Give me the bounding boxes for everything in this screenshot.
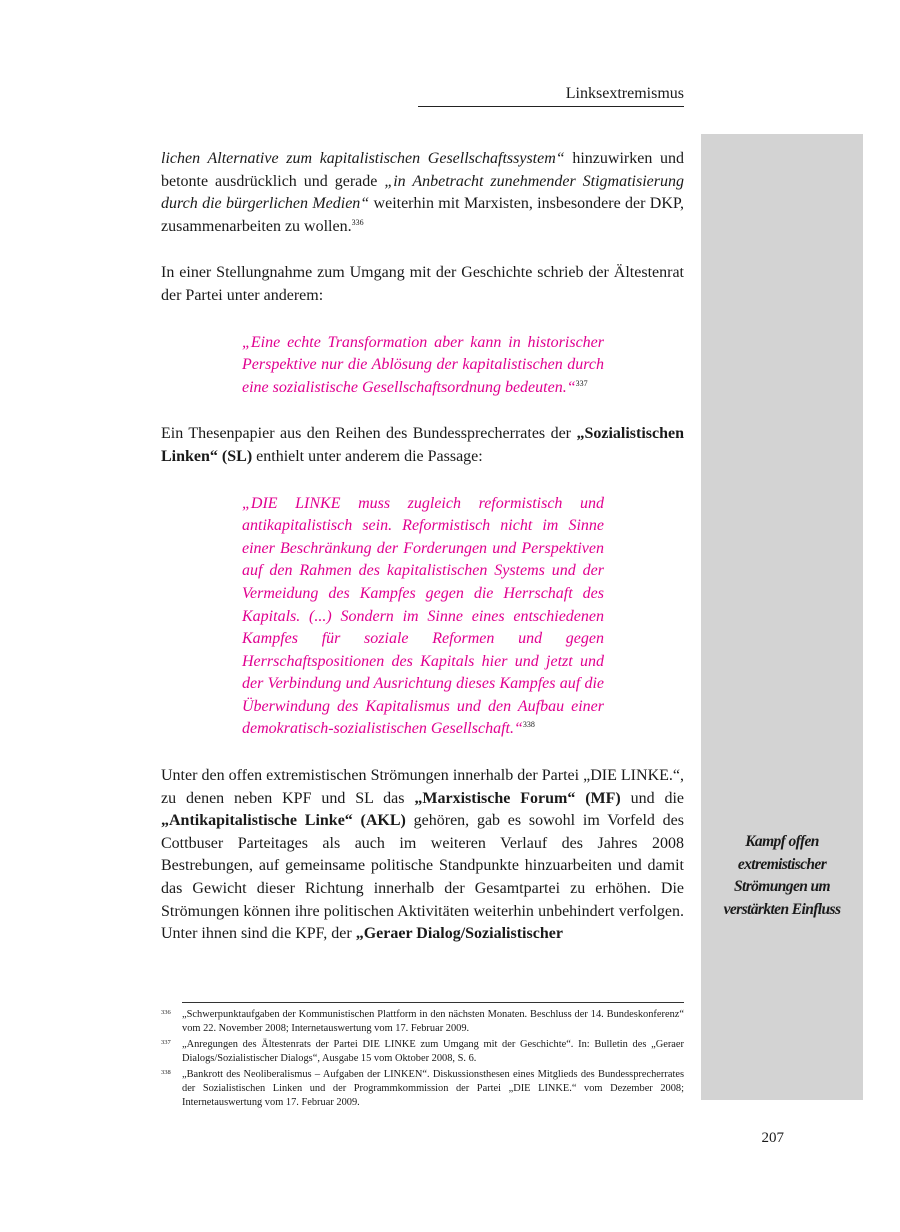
paragraph-4-term-mf: „Marxistische Forum“ (MF) [414,789,621,807]
footnote-number: 338 [161,1069,171,1076]
footnote-rule [182,1002,684,1003]
paragraph-3-term-sl: „Sozialistischen Linken“ (SL) [161,425,684,465]
paragraph-4-text-c: gehören, gab es sowohl im Vorfeld des Cottbuser Parteitages als auch im weiteren Verlauf des Jahres 2008 Bestrebungen, auf gemeinsame politische Standpunkte hinzuarbeiten und damit das Gewicht dieser Richtung innerhalb der Gesamtpartei zu erhöhen. Die Strömungen können ihre politischen Aktivitäten weiterhin unbehindert verfolgen. Unter ihnen sind die KPF, der [161,812,685,943]
paragraph-4 [161,765,684,946]
footnote-336 [161,1008,684,1036]
paragraph-4-text-a: Unter den offen extremistischen Strömungen innerhalb der Partei „DIE LINKE.“, zu denen neben KPF und SL das [161,767,684,807]
footnote-ref-336: 336 [351,217,364,227]
page-number: 207 [761,1130,784,1146]
quote-2 [242,493,604,742]
paragraph-4-term-geraer-dialog: „Geraer Dialog/Sozialistischer [355,925,563,943]
margin-sidebar [701,134,863,1100]
quote-1-text: „Eine echte Transformation aber kann in historischer Perspektive nur die Ablösung der kapitalistischen durch eine sozialistische Gesellschaftsordnung bedeuten.“ [242,333,604,396]
paragraph-1-quote-b: „in Anbetracht zunehmender Stigmatisierung durch die bürgerlichen Medien“ [161,172,685,213]
paragraph-3-text-b: enthielt unter anderem die Passage: [252,447,483,465]
footnote-337 [161,1038,684,1066]
paragraph-4-text-b: und die [620,789,685,807]
footnote-number: 337 [161,1039,171,1046]
footnote-number: 336 [161,1009,171,1016]
paragraph-1-text-a: hinzuwirken und betonte ausdrücklich und gerade [161,150,684,190]
footnote-text: „Bankrott des Neoliberalismus – Aufgaben der LINKEN“. Diskussionsthesen eines Mitglieds des Bundessprecherrates der Sozialistischen Linken und der Programmkommission der Partei „DIE LINKE.“ vom Dezember 2008; Internetauswertung vom 17. Februar 2009. [182,1069,684,1108]
footnote-text: „Anregungen des Ältestenrats der Partei DIE LINKE zum Umgang mit der Geschichte“. In: Bulletin des „Geraer Dialogs/Sozialistischer Dialogs“, Ausgabe 15 vom Oktober 2008, S. 6. [182,1039,684,1064]
main-text [161,148,684,946]
paragraph-4-term-akl: „Antikapitalistische Linke“ (AKL) [161,812,406,830]
quote-1 [242,332,604,400]
quote-2-text: „DIE LINKE muss zugleich reformistisch und antikapitalistisch sein. Reformistisch nicht im Sinne einer Beschränkung der Forderungen und Perspektiven auf den Rahmen des kapitalistischen Systems und der Vermeidung des Kampfes gegen die Herrschaft des Kapitals. (...) Sondern im Sinne eines entschiedenen Kampfes für soziale Reformen und gegen Herrschaftspositionen des Kapitals hier und jetzt und der Verbindung und Ausrichtung dieses Kampfes auf die Überwindung des Kapitalismus und den Aufbau einer demokratisch-sozialistischen Gesellschaft.“ [242,494,604,738]
footnote-338 [161,1068,684,1110]
paragraph-1-quote-a: lichen Alternative zum kapitalistischen Gesellschaftssystem“ [161,150,565,167]
footnote-ref-338: 338 [522,720,535,730]
paragraph-3-text-a: Ein Thesenpapier aus den Reihen des Bundessprecherrates der [161,425,577,443]
paragraph-2: In einer Stellungnahme zum Umgang mit der Geschichte schrieb der Ältestenrat der Partei unter anderem: [161,264,684,304]
running-head: Linksextremismus [418,84,684,107]
paragraph-3 [161,423,684,468]
sidebar-note: Kampf offen extremistischer Strömungen um verstärkten Einfluss [723,833,841,918]
footnote-text: „Schwerpunktaufgaben der Kommunistischen Plattform in den nächsten Monaten. Beschluss der 14. Bundeskonferenz“ vom 22. November 2008; Internetauswertung vom 17. Februar 2009. [182,1009,684,1034]
paragraph-1-text-b: weiterhin mit Marxisten, insbesondere der DKP, zusammenarbeiten zu wollen. [161,195,684,235]
footnotes [161,1008,684,1112]
footnote-ref-337: 337 [575,378,588,388]
paragraph-1 [161,148,684,238]
